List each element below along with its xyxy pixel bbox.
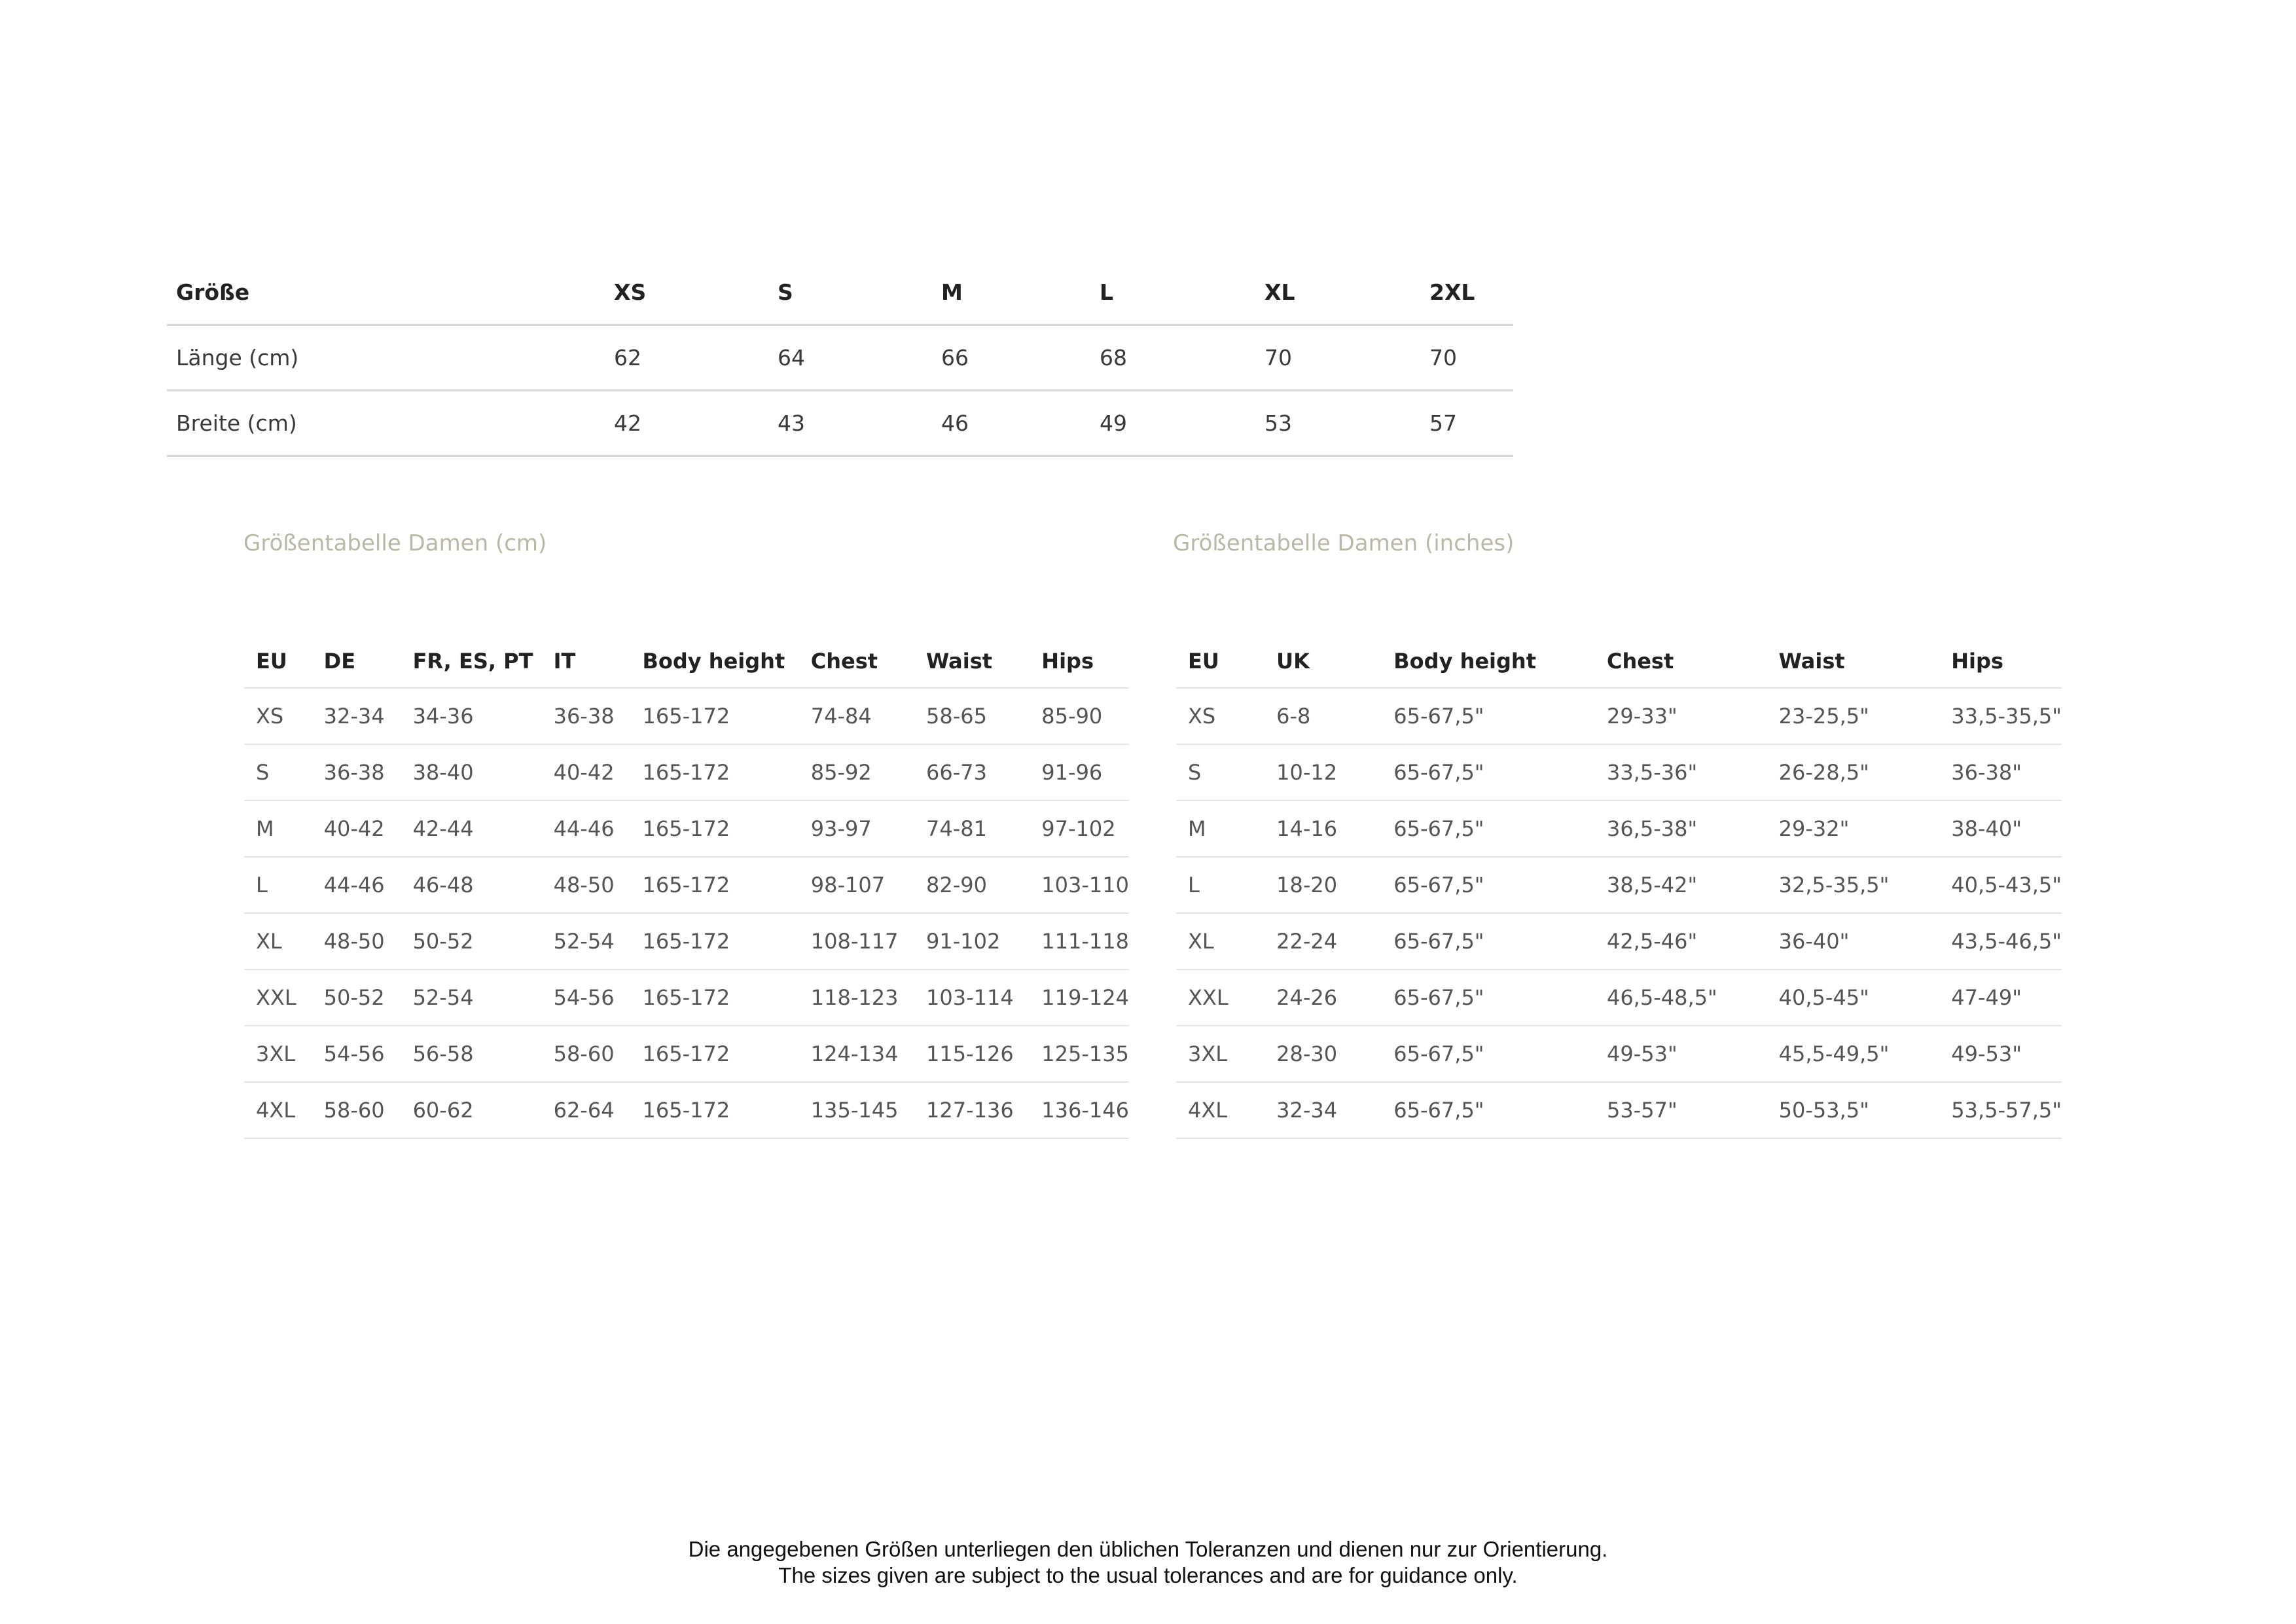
size-chart-inches [1176,635,2062,1139]
table-row [244,688,1129,744]
table-cell: 48-50 [542,857,631,913]
table-row [1176,913,2062,969]
table-cell: 36-38 [312,744,401,801]
table-cell: 165-172 [631,744,799,801]
table-row [1176,688,2062,744]
table-cell: 135-145 [799,1082,914,1138]
table-cell: 65-67,5" [1382,744,1595,801]
column-header: 2XL [1420,261,1513,325]
table-row [244,744,1129,801]
table-header-row [244,635,1129,688]
table-cell: 62 [605,325,768,391]
table-cell: 50-52 [312,969,401,1026]
table-cell: 165-172 [631,1026,799,1082]
table-cell: L [244,857,312,913]
table-cell: S [244,744,312,801]
table-cell: 91-96 [1030,744,1129,801]
table-cell: L [1176,857,1265,913]
table-cell: 65-67,5" [1382,1082,1595,1138]
table-cell: 165-172 [631,801,799,857]
table-cell: XS [1176,688,1265,744]
table-cell: XL [244,913,312,969]
table-cell: 54-56 [312,1026,401,1082]
table-header-row [167,261,1513,325]
table-cell: 43 [768,391,932,456]
table-row [1176,744,2062,801]
table-cell: 66 [932,325,1090,391]
table-cell: 53-57" [1595,1082,1767,1138]
table-cell: 42,5-46" [1595,913,1767,969]
table-cell: 24-26 [1265,969,1382,1026]
table-cell: M [244,801,312,857]
table-row [1176,969,2062,1026]
table-cell: 38,5-42" [1595,857,1767,913]
table-cell: 40-42 [542,744,631,801]
cm-table-title: Größentabelle Damen (cm) [243,530,547,556]
table-cell: 65-67,5" [1382,801,1595,857]
table-cell: 49-53" [1595,1026,1767,1082]
table-cell: 66-73 [914,744,1030,801]
table-row [1176,1026,2062,1082]
column-header: S [768,261,932,325]
table-cell: 165-172 [631,913,799,969]
table-cell: 103-114 [914,969,1030,1026]
table-cell: 22-24 [1265,913,1382,969]
table-cell: 18-20 [1265,857,1382,913]
table-cell: XXL [244,969,312,1026]
table-cell: 40,5-43,5" [1939,857,2062,913]
table-cell: 111-118 [1030,913,1129,969]
column-header: Chest [1595,635,1767,688]
table-cell: 29-33" [1595,688,1767,744]
table-cell: 45,5-49,5" [1767,1026,1940,1082]
table-cell: 48-50 [312,913,401,969]
table-cell: 34-36 [401,688,542,744]
table-cell: 36,5-38" [1595,801,1767,857]
table-cell: 4XL [1176,1082,1265,1138]
table-cell: 36-38" [1939,744,2062,801]
table-row [1176,801,2062,857]
table-cell: 44-46 [312,857,401,913]
column-header: L [1090,261,1255,325]
table-cell: 65-67,5" [1382,913,1595,969]
table-row [244,969,1129,1026]
table-cell: 58-60 [542,1026,631,1082]
column-header: Hips [1939,635,2062,688]
column-header: Waist [914,635,1030,688]
table-cell: 56-58 [401,1026,542,1082]
column-header: M [932,261,1090,325]
column-header: XS [605,261,768,325]
table-cell: XS [244,688,312,744]
table-cell: 14-16 [1265,801,1382,857]
table-cell: 70 [1420,325,1513,391]
table-cell: 6-8 [1265,688,1382,744]
table-cell: 53,5-57,5" [1939,1082,2062,1138]
table-cell: 165-172 [631,688,799,744]
column-header: Größe [167,261,605,325]
table-cell: 165-172 [631,1082,799,1138]
table-cell: 91-102 [914,913,1030,969]
table-cell: 62-64 [542,1082,631,1138]
table-cell: 74-81 [914,801,1030,857]
table-cell: 49 [1090,391,1255,456]
table-cell: 68 [1090,325,1255,391]
table-cell: XXL [1176,969,1265,1026]
table-cell: 85-90 [1030,688,1129,744]
column-header: Waist [1767,635,1940,688]
table-cell: 42 [605,391,768,456]
table-cell: 33,5-35,5" [1939,688,2062,744]
table-cell: 108-117 [799,913,914,969]
table-cell: 53 [1255,391,1420,456]
table-cell: Breite (cm) [167,391,605,456]
column-header: IT [542,635,631,688]
size-chart-cm [244,635,1129,1139]
column-header: DE [312,635,401,688]
table-cell: 165-172 [631,857,799,913]
table-row [167,325,1513,391]
table-cell: 65-67,5" [1382,857,1595,913]
table-row [1176,857,2062,913]
table-row [244,913,1129,969]
table-cell: 58-60 [312,1082,401,1138]
table-cell: 29-32" [1767,801,1940,857]
table-cell: 98-107 [799,857,914,913]
column-header: EU [1176,635,1265,688]
inch-table-title: Größentabelle Damen (inches) [1173,530,1515,556]
table-cell: 57 [1420,391,1513,456]
table-cell: 32-34 [1265,1082,1382,1138]
table-cell: S [1176,744,1265,801]
table-row [1176,1082,2062,1138]
footer-note-english: The sizes given are subject to the usual tolerances and are for guidance only. [778,1563,1518,1587]
column-header: Body height [1382,635,1595,688]
table-cell: 97-102 [1030,801,1129,857]
table-cell: 52-54 [542,913,631,969]
table-cell: 93-97 [799,801,914,857]
table-cell: 58-65 [914,688,1030,744]
column-header: Body height [631,635,799,688]
table-cell: 82-90 [914,857,1030,913]
table-cell: 74-84 [799,688,914,744]
column-header: Chest [799,635,914,688]
table-row [244,1082,1129,1138]
table-row [244,1026,1129,1082]
table-cell: 33,5-36" [1595,744,1767,801]
table-cell: 46,5-48,5" [1595,969,1767,1026]
table-cell: 118-123 [799,969,914,1026]
table-row [244,857,1129,913]
table-cell: 47-49" [1939,969,2062,1026]
table-cell: 85-92 [799,744,914,801]
table-cell: 165-172 [631,969,799,1026]
table-cell: 28-30 [1265,1026,1382,1082]
table-cell: 119-124 [1030,969,1129,1026]
table-cell: 3XL [1176,1026,1265,1082]
product-size-table [167,261,1513,457]
column-header: Hips [1030,635,1129,688]
table-cell: 125-135 [1030,1026,1129,1082]
table-row [167,391,1513,456]
table-cell: 136-146 [1030,1082,1129,1138]
table-cell: 115-126 [914,1026,1030,1082]
table-cell: 40,5-45" [1767,969,1940,1026]
table-header-row [1176,635,2062,688]
table-cell: 43,5-46,5" [1939,913,2062,969]
table-cell: 52-54 [401,969,542,1026]
table-cell: 44-46 [542,801,631,857]
table-cell: 38-40 [401,744,542,801]
table-cell: 32-34 [312,688,401,744]
table-cell: 4XL [244,1082,312,1138]
table-cell: 26-28,5" [1767,744,1940,801]
table-cell: 23-25,5" [1767,688,1940,744]
column-header: FR, ES, PT [401,635,542,688]
table-cell: 38-40" [1939,801,2062,857]
table-cell: 70 [1255,325,1420,391]
table-cell: 46 [932,391,1090,456]
table-row [244,801,1129,857]
table-cell: 64 [768,325,932,391]
table-cell: 36-38 [542,688,631,744]
table-cell: 54-56 [542,969,631,1026]
table-cell: 50-52 [401,913,542,969]
table-cell: Länge (cm) [167,325,605,391]
table-cell: 46-48 [401,857,542,913]
table-cell: 42-44 [401,801,542,857]
table-cell: 65-67,5" [1382,688,1595,744]
table-cell: 32,5-35,5" [1767,857,1940,913]
table-cell: 40-42 [312,801,401,857]
column-header: EU [244,635,312,688]
table-cell: XL [1176,913,1265,969]
table-cell: 10-12 [1265,744,1382,801]
table-cell: 50-53,5" [1767,1082,1940,1138]
table-cell: 49-53" [1939,1026,2062,1082]
table-cell: 36-40" [1767,913,1940,969]
table-cell: 103-110 [1030,857,1129,913]
table-cell: 3XL [244,1026,312,1082]
table-cell: 65-67,5" [1382,969,1595,1026]
table-cell: 127-136 [914,1082,1030,1138]
table-cell: M [1176,801,1265,857]
table-cell: 124-134 [799,1026,914,1082]
table-cell: 60-62 [401,1082,542,1138]
footer-note-german: Die angegebenen Größen unterliegen den üblichen Toleranzen und dienen nur zur Orientierung. [688,1537,1608,1561]
column-header: UK [1265,635,1382,688]
table-cell: 65-67,5" [1382,1026,1595,1082]
column-header: XL [1255,261,1420,325]
